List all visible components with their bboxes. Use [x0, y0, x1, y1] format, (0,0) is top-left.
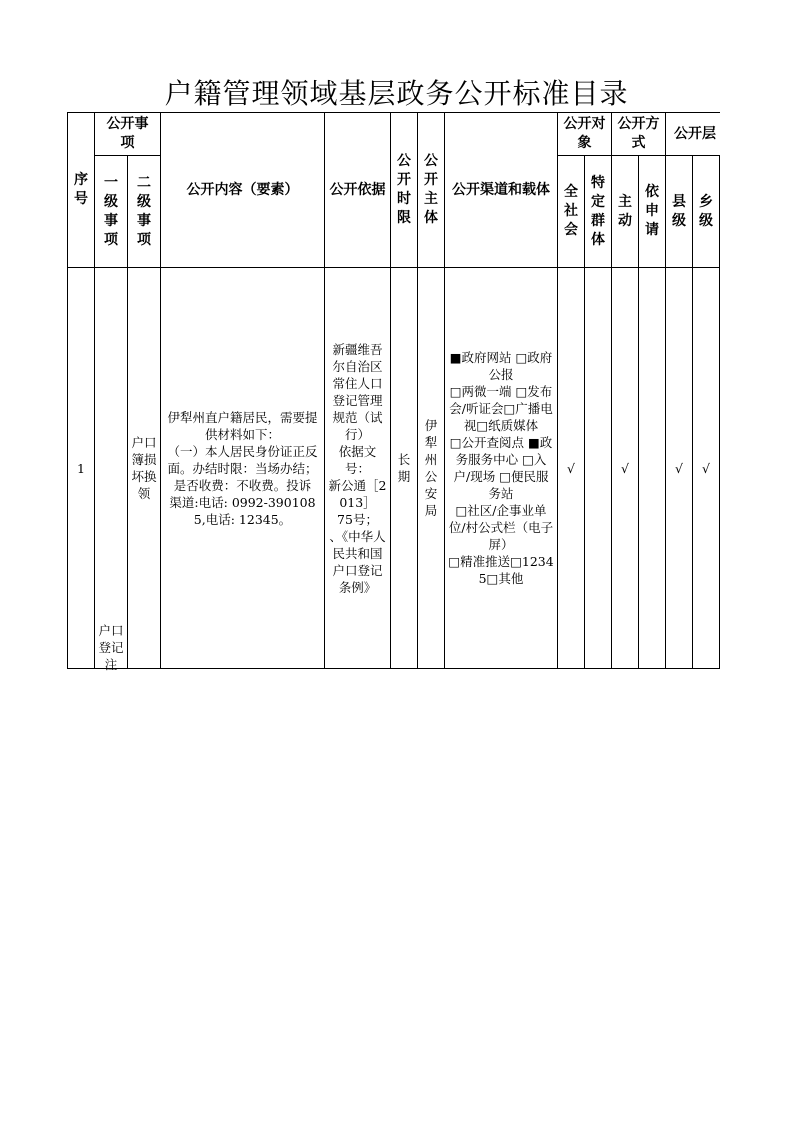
table-bottom-border — [67, 668, 720, 669]
header-target-specific: 特定群体 — [591, 174, 605, 248]
row-level2: 户口簿损坏换领 — [131, 435, 157, 501]
header-level1: 一级事项 — [104, 174, 118, 248]
page-title: 户籍管理领域基层政务公开标准目录 — [164, 77, 629, 110]
row-channel: ■政府网站 □政府公报 □两微一端 □发布会/听证会□广播电视□纸质媒体 □公开查阅点 ■政务服务中心 □入户/现场 □便民服务站 □社区/企事业单位/村公式栏（电子屏） □精准推送□12345□其他 — [448, 350, 554, 586]
header-channel: 公开渠道和载体 — [452, 181, 550, 198]
header-items-group: 公开事项 — [106, 116, 149, 151]
header-basis: 公开依据 — [329, 181, 386, 198]
row-mode-active-check: √ — [621, 460, 629, 476]
header-level-township: 乡级 — [699, 193, 713, 229]
row-target-specific-check — [585, 268, 611, 668]
row-content: 伊犁州直户籍居民，需要提供材料如下： （一）本人居民身份证正反面。办结时限：当场办结；是否收费：不收费。投诉 渠道:电话: 0992-3901085,电话: 12345。 — [167, 409, 318, 527]
row-mode-request-check — [639, 268, 665, 668]
row-subject: 伊犁州公安局 — [424, 418, 438, 518]
header-mode-request: 依申请 — [645, 184, 659, 238]
row-level-county-check: √ — [675, 460, 683, 476]
header-subject: 公开主体 — [424, 153, 438, 226]
header-mode-group: 公开方式 — [617, 116, 660, 151]
col-border-right — [719, 155, 720, 669]
header-target-group: 公开对象 — [563, 116, 606, 151]
header-seq: 序号 — [74, 172, 88, 207]
row-seq: 1 — [77, 460, 85, 476]
row-basis: 新疆维吾尔自治区常住人口登记管理规范（试行） 依据文号： 新公通［2013］ 75号； 、《中华人民共和国户口登记条例》 — [328, 341, 387, 595]
row-target-all-check: √ — [567, 460, 575, 476]
row-time-limit: 长期 — [397, 452, 411, 484]
row-level1: 户口登记注 — [98, 623, 124, 672]
header-mode-active: 主动 — [618, 193, 632, 229]
header-level-county: 县级 — [672, 193, 686, 229]
header-time-limit: 公开时限 — [397, 153, 411, 226]
header-level2: 二级事项 — [137, 174, 151, 248]
header-level-group: 公开层 — [674, 125, 716, 142]
row-level-township-check: √ — [702, 460, 710, 476]
header-target-all: 全社会 — [564, 184, 578, 238]
header-content: 公开内容（要素） — [186, 181, 299, 198]
